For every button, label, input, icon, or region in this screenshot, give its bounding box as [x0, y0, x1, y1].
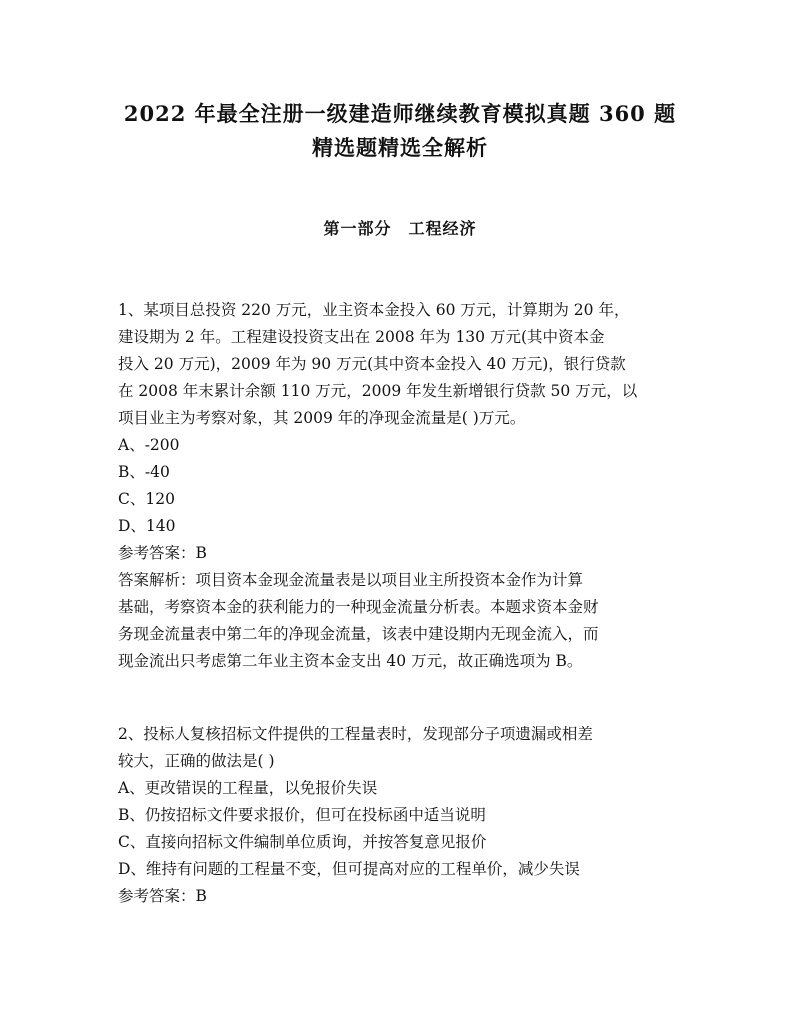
- question-1-option-b: B、-40: [118, 463, 170, 481]
- question-1-analysis-line: 基础，考察资本金的获利能力的一种现金流量分析表。本题求资本金财: [118, 598, 599, 616]
- document-title-line-1: 2022 年最全注册一级建造师继续教育模拟真题 360 题: [123, 101, 677, 126]
- question-1-option-a: A、-200: [118, 436, 180, 454]
- question-1-stem-line: 1、某项目总投资 220 万元，业主资本金投入 60 万元，计算期为 20 年，: [118, 301, 630, 319]
- question-1-stem-line: 在 2008 年末累计余额 110 万元，2009 年发生新增银行贷款 50 万元，以: [118, 382, 638, 400]
- question-1-answer: 参考答案：B: [118, 544, 207, 562]
- question-1-stem-line: 投入 20 万元)，2009 年为 90 万元(其中资本金投入 40 万元)，银行贷款: [118, 355, 626, 373]
- question-2-stem-line: 2、投标人复核招标文件提供的工程量表时，发现部分子项遗漏或相差: [118, 725, 593, 743]
- question-2: [118, 721, 688, 910]
- document-title-line-2: 精选题精选全解析: [312, 135, 488, 160]
- question-1-analysis-line: 务现金流量表中第二年的净现金流量，该表中建设期内无现金流入，而: [118, 625, 599, 643]
- question-1-stem-line: 建设期为 2 年。工程建设投资支出在 2008 年为 130 万元(其中资本金: [118, 328, 605, 346]
- question-1: [118, 297, 688, 675]
- question-1-stem-line: 项目业主为考察对象，其 2009 年的净现金流量是( )万元。: [118, 409, 526, 427]
- question-1-analysis-line: 答案解析：项目资本金现金流量表是以项目业主所投资本金作为计算: [118, 571, 584, 589]
- question-2-option-b: B、仍按招标文件要求报价，但可在投标函中适当说明: [118, 806, 486, 824]
- question-1-analysis-line: 现金流出只考虑第二年业主资本金支出 40 万元，故正确选项为 B。: [118, 652, 583, 670]
- section-heading: 第一部分 工程经济: [323, 219, 477, 238]
- question-1-option-d: D、140: [118, 517, 176, 535]
- question-2-answer: 参考答案：B: [118, 887, 207, 905]
- question-2-option-c: C、直接向招标文件编制单位质询，并按答复意见报价: [118, 833, 487, 851]
- question-2-stem-line: 较大，正确的做法是( ): [118, 752, 275, 770]
- question-2-option-d: D、维持有问题的工程量不变，但可提高对应的工程单价，减少失误: [118, 860, 580, 878]
- question-1-option-c: C、120: [118, 490, 175, 508]
- question-2-option-a: A、更改错误的工程量，以免报价失误: [118, 779, 378, 797]
